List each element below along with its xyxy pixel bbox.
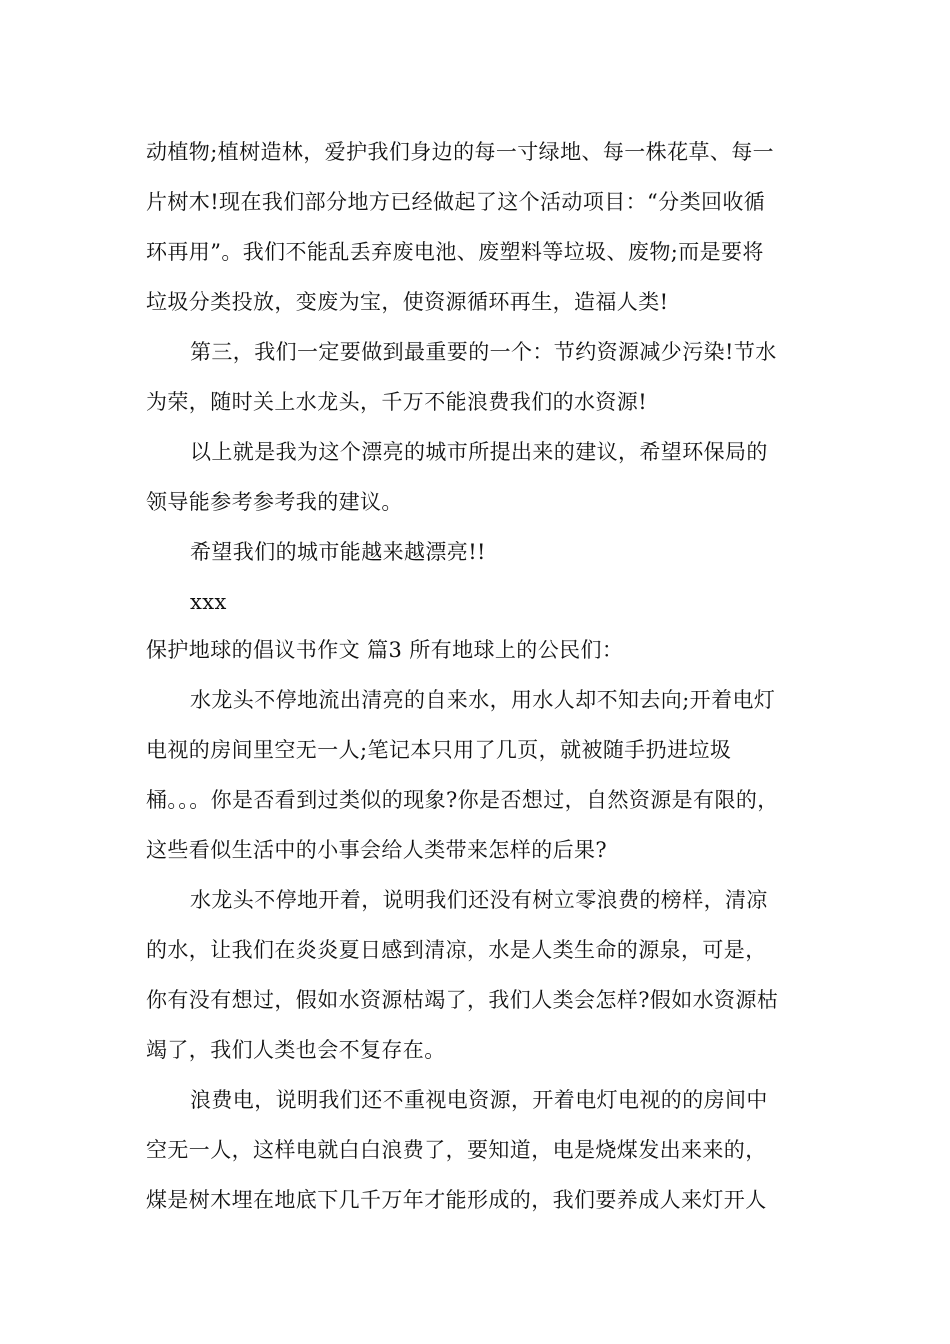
text-line: 煤是树木埋在地底下几千万年才能形成的，我们要养成人来灯开人 xyxy=(146,1188,767,1212)
text-line: 浪费电，说明我们还不重视电资源，开着电灯电视的的房间中 xyxy=(190,1088,768,1112)
text-line: 为荣，随时关上水龙头，千万不能浪费我们的水资源! xyxy=(146,390,648,414)
text-line: 领导能参考参考我的建议。 xyxy=(146,490,403,514)
text-line: 空无一人，这样电就白白浪费了，要知道，电是烧煤发出来来的， xyxy=(146,1138,767,1162)
text-line: 竭了，我们人类也会不复存在。 xyxy=(146,1038,446,1062)
text-line: 电视的房间里空无一人;笔记本只用了几页，就被随手扔进垃圾 xyxy=(146,738,732,762)
text-line: 动植物;植树造林，爱护我们身边的每一寸绿地、每一株花草、每一 xyxy=(146,140,775,164)
text-line: 希望我们的城市能越来越漂亮!! xyxy=(190,540,486,564)
signature-text: xxx xyxy=(190,590,227,614)
section-heading: 保护地球的倡议书作文 篇3 所有地球上的公民们： xyxy=(146,638,624,662)
text-line: 第三，我们一定要做到最重要的一个：节约资源减少污染!节水 xyxy=(190,340,777,364)
text-line: 水龙头不停地开着，说明我们还没有树立零浪费的榜样，清凉 xyxy=(190,888,768,912)
text-line: 桶。。。你是否看到过类似的现象?你是否想过，自然资源是有限的， xyxy=(146,788,779,812)
text-line: 你有没有想过，假如水资源枯竭了，我们人类会怎样?假如水资源枯 xyxy=(146,988,779,1012)
text-line: 水龙头不停地流出清亮的自来水，用水人却不知去向;开着电灯 xyxy=(190,688,776,712)
text-line: 垃圾分类投放，变废为宝，使资源循环再生，造福人类! xyxy=(146,290,669,314)
text-line: 的水，让我们在炎炎夏日感到清凉，水是人类生命的源泉，可是， xyxy=(146,938,767,962)
text-line: 片树木!现在我们部分地方已经做起了这个活动项目：“分类回收循 xyxy=(146,190,766,214)
text-line: 这些看似生活中的小事会给人类带来怎样的后果? xyxy=(146,838,608,862)
text-line: 以上就是我为这个漂亮的城市所提出来的建议，希望环保局的 xyxy=(190,440,768,464)
text-line: 环再用”。我们不能乱丢弃废电池、废塑料等垃圾、废物;而是要将 xyxy=(146,240,764,264)
